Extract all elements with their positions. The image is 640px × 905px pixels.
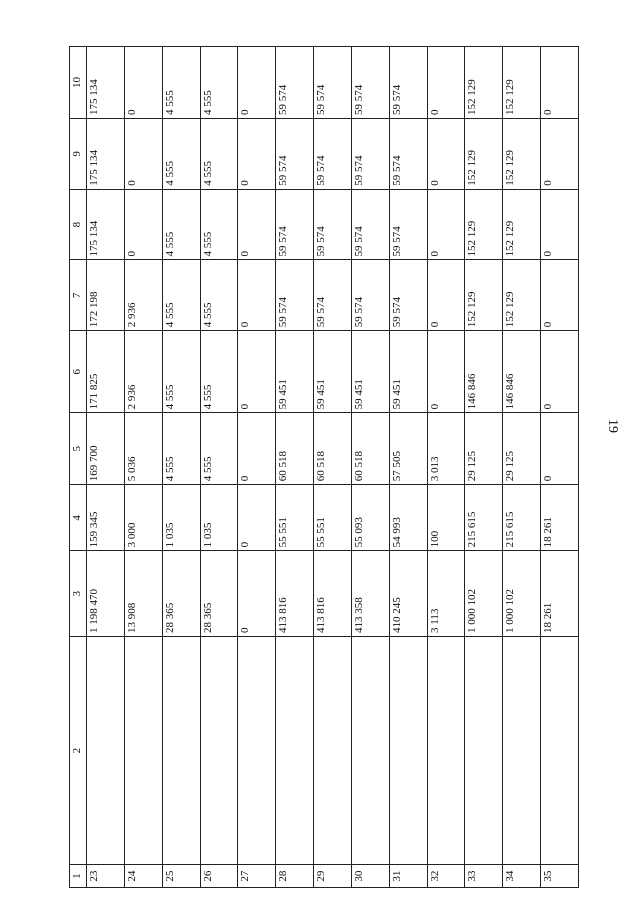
value-cell: 59 451 [389, 331, 427, 413]
value-cell: 1 000 102 [503, 551, 541, 637]
value-cell: 3 113 [427, 551, 465, 637]
value-cell: 0 [541, 47, 579, 119]
value-cell: 0 [238, 47, 276, 119]
header-row [70, 47, 87, 888]
table-row [87, 47, 125, 888]
row-number: 35 [541, 865, 579, 888]
row-number: 25 [162, 865, 200, 888]
value-cell: 172 198 [87, 260, 125, 331]
value-cell: 152 129 [503, 260, 541, 331]
row-description [276, 636, 314, 864]
value-cell: 4 555 [200, 189, 238, 260]
value-cell: 60 518 [351, 413, 389, 485]
value-cell: 175 134 [87, 47, 125, 119]
value-cell: 413 816 [276, 551, 314, 637]
col-header-10: 10 [70, 47, 87, 119]
value-cell: 60 518 [276, 413, 314, 485]
col-header-6: 6 [70, 331, 87, 413]
row-number: 30 [351, 865, 389, 888]
row-description [200, 636, 238, 864]
table-row [465, 47, 503, 888]
row-number: 32 [427, 865, 465, 888]
value-cell: 100 [427, 485, 465, 551]
value-cell: 59 574 [314, 189, 352, 260]
value-cell: 4 555 [200, 118, 238, 189]
value-cell: 59 574 [351, 118, 389, 189]
table-row [314, 47, 352, 888]
row-description [351, 636, 389, 864]
value-cell: 59 574 [276, 189, 314, 260]
budget-table [69, 46, 579, 888]
row-description [427, 636, 465, 864]
row-description [389, 636, 427, 864]
row-number: 29 [314, 865, 352, 888]
value-cell: 171 825 [87, 331, 125, 413]
row-description [503, 636, 541, 864]
value-cell: 0 [427, 47, 465, 119]
value-cell: 59 574 [389, 189, 427, 260]
value-cell: 0 [124, 189, 162, 260]
row-description [87, 636, 125, 864]
value-cell: 13 908 [124, 551, 162, 637]
value-cell: 59 574 [389, 47, 427, 119]
row-number: 27 [238, 865, 276, 888]
value-cell: 152 129 [465, 189, 503, 260]
value-cell: 59 574 [351, 260, 389, 331]
value-cell: 0 [238, 413, 276, 485]
value-cell: 0 [541, 189, 579, 260]
table-row [389, 47, 427, 888]
table-row [162, 47, 200, 888]
value-cell: 175 134 [87, 189, 125, 260]
table-row [503, 47, 541, 888]
value-cell: 4 555 [162, 118, 200, 189]
value-cell: 59 451 [276, 331, 314, 413]
value-cell: 0 [238, 260, 276, 331]
value-cell: 413 816 [314, 551, 352, 637]
col-header-4: 4 [70, 485, 87, 551]
value-cell: 1 035 [200, 485, 238, 551]
value-cell: 0 [541, 413, 579, 485]
value-cell: 59 574 [351, 189, 389, 260]
col-header-8: 8 [70, 189, 87, 260]
col-header-1: 1 [70, 865, 87, 888]
value-cell: 59 574 [389, 260, 427, 331]
value-cell: 59 574 [276, 118, 314, 189]
value-cell: 3 013 [427, 413, 465, 485]
row-number: 23 [87, 865, 125, 888]
table-rotator [69, 46, 579, 888]
value-cell: 146 846 [503, 331, 541, 413]
value-cell: 215 615 [503, 485, 541, 551]
value-cell: 0 [427, 118, 465, 189]
row-number: 24 [124, 865, 162, 888]
value-cell: 55 551 [314, 485, 352, 551]
row-description [162, 636, 200, 864]
value-cell: 0 [427, 189, 465, 260]
value-cell: 5 036 [124, 413, 162, 485]
value-cell: 215 615 [465, 485, 503, 551]
table-row [124, 47, 162, 888]
value-cell: 18 261 [541, 485, 579, 551]
row-description [314, 636, 352, 864]
value-cell: 175 134 [87, 118, 125, 189]
value-cell: 0 [238, 331, 276, 413]
value-cell: 152 129 [465, 118, 503, 189]
value-cell: 4 555 [200, 413, 238, 485]
value-cell: 55 093 [351, 485, 389, 551]
col-header-2: 2 [70, 636, 87, 864]
value-cell: 59 574 [314, 260, 352, 331]
value-cell: 54 993 [389, 485, 427, 551]
row-number: 31 [389, 865, 427, 888]
value-cell: 0 [541, 331, 579, 413]
value-cell: 4 555 [200, 260, 238, 331]
row-number: 33 [465, 865, 503, 888]
value-cell: 0 [238, 189, 276, 260]
value-cell: 146 846 [465, 331, 503, 413]
value-cell: 152 129 [465, 47, 503, 119]
table-row [427, 47, 465, 888]
value-cell: 4 555 [200, 47, 238, 119]
value-cell: 0 [238, 485, 276, 551]
value-cell: 152 129 [503, 189, 541, 260]
value-cell: 152 129 [503, 47, 541, 119]
value-cell: 59 451 [314, 331, 352, 413]
value-cell: 0 [124, 118, 162, 189]
value-cell: 159 345 [87, 485, 125, 551]
table-row [238, 47, 276, 888]
value-cell: 59 574 [351, 47, 389, 119]
value-cell: 0 [238, 118, 276, 189]
value-cell: 59 574 [314, 118, 352, 189]
row-number: 28 [276, 865, 314, 888]
value-cell: 1 198 470 [87, 551, 125, 637]
value-cell: 0 [427, 331, 465, 413]
value-cell: 2 936 [124, 260, 162, 331]
value-cell: 59 574 [314, 47, 352, 119]
value-cell: 29 125 [503, 413, 541, 485]
col-header-7: 7 [70, 260, 87, 331]
value-cell: 4 555 [162, 331, 200, 413]
row-number: 34 [503, 865, 541, 888]
value-cell: 4 555 [162, 189, 200, 260]
value-cell: 28 365 [162, 551, 200, 637]
table-row [541, 47, 579, 888]
value-cell: 4 555 [162, 260, 200, 331]
value-cell: 55 551 [276, 485, 314, 551]
value-cell: 1 000 102 [465, 551, 503, 637]
value-cell: 59 574 [276, 260, 314, 331]
row-description [465, 636, 503, 864]
value-cell: 1 035 [162, 485, 200, 551]
value-cell: 413 358 [351, 551, 389, 637]
value-cell: 60 518 [314, 413, 352, 485]
col-header-5: 5 [70, 413, 87, 485]
value-cell: 28 365 [200, 551, 238, 637]
value-cell: 0 [541, 260, 579, 331]
col-header-9: 9 [70, 118, 87, 189]
value-cell: 169 700 [87, 413, 125, 485]
value-cell: 0 [541, 118, 579, 189]
value-cell: 59 451 [351, 331, 389, 413]
value-cell: 4 555 [162, 413, 200, 485]
value-cell: 0 [427, 260, 465, 331]
value-cell: 59 574 [276, 47, 314, 119]
value-cell: 3 000 [124, 485, 162, 551]
row-description [124, 636, 162, 864]
value-cell: 0 [238, 551, 276, 637]
value-cell: 152 129 [503, 118, 541, 189]
value-cell: 29 125 [465, 413, 503, 485]
value-cell: 4 555 [200, 331, 238, 413]
row-number: 26 [200, 865, 238, 888]
table-row [200, 47, 238, 888]
value-cell: 18 261 [541, 551, 579, 637]
value-cell: 0 [124, 47, 162, 119]
value-cell: 2 936 [124, 331, 162, 413]
row-description [541, 636, 579, 864]
value-cell: 4 555 [162, 47, 200, 119]
value-cell: 410 245 [389, 551, 427, 637]
value-cell: 57 505 [389, 413, 427, 485]
value-cell: 59 574 [389, 118, 427, 189]
page-number: 19 [605, 419, 620, 433]
table-row [276, 47, 314, 888]
value-cell: 152 129 [465, 260, 503, 331]
row-description [238, 636, 276, 864]
table-row [351, 47, 389, 888]
col-header-3: 3 [70, 551, 87, 637]
